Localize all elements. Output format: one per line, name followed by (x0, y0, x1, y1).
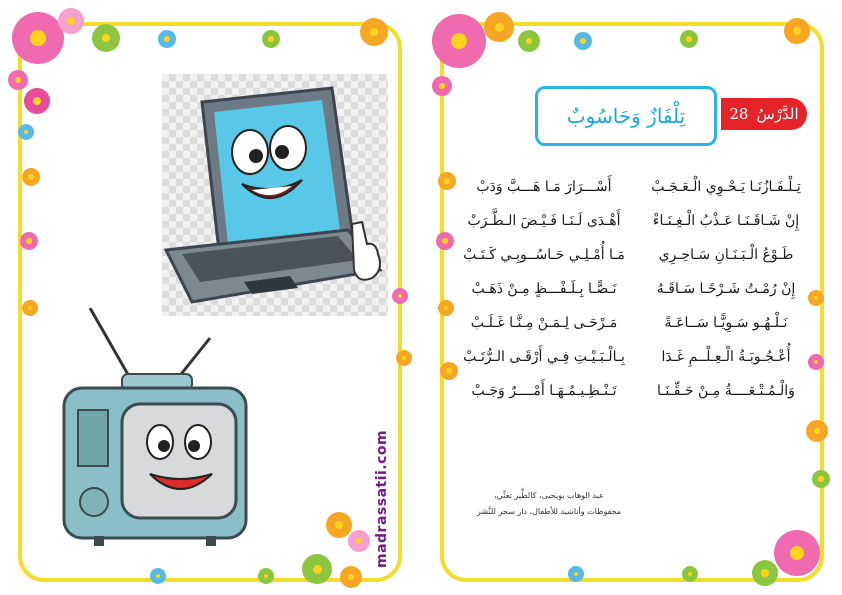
laptop-keyboard (166, 230, 380, 302)
verse-first-half: إِنْ شَـاقَـنَـا عَـذْبُ الْـغِـنَـاءْ (652, 213, 800, 229)
pink-flower-icon (432, 14, 486, 68)
poem-verse (460, 340, 810, 374)
tv-antenna-right (178, 338, 210, 378)
green-flower-icon (680, 30, 698, 48)
tv-screen (122, 404, 236, 518)
orange-flower-icon (806, 420, 828, 442)
orange-flower-icon (326, 512, 352, 538)
tv-illustration (56, 308, 252, 548)
orange-flower-icon (438, 300, 454, 316)
green-flower-icon (682, 566, 698, 582)
lesson-title: تِلْفَازٌ وَحَاسُوبٌ (566, 104, 686, 128)
orange-flower-icon (396, 350, 412, 366)
laptop-illustration (162, 74, 388, 316)
tv-antenna-left (90, 308, 130, 378)
pink-flower-icon (24, 88, 50, 114)
verse-second-half: بِـالْـبَـيْـتِ فِـي أَرْقَـى الـرُّتَـبْ (463, 349, 625, 365)
credit-source: محفوظات وأناشيد للأطفال، دار سحر للنَّشر (476, 507, 622, 516)
orange-flower-icon (808, 290, 824, 306)
green-flower-icon (752, 560, 778, 586)
verse-first-half: وَالْـمُـتْـعَــــةُ مِـنْ حَـقِّـنَـا (657, 383, 795, 399)
green-flower-icon (302, 554, 332, 584)
orange-flower-icon (438, 172, 456, 190)
tv-knob (80, 488, 108, 516)
green-flower-icon (92, 24, 120, 52)
pink-flower-icon (436, 232, 454, 250)
orange-flower-icon (22, 168, 40, 186)
blue-flower-icon (150, 568, 166, 584)
pink-flower-icon (8, 70, 28, 90)
credit-author: عبد الوهاب بويحيى، كالطَّير تغنِّي، (494, 491, 604, 500)
verse-second-half: أَسْـــرَارَ مَـا هَـــبَّ وَدَبْ (476, 179, 612, 195)
blue-flower-icon (18, 124, 34, 140)
pink-flower-icon (348, 530, 370, 552)
tv-speaker-grill (78, 410, 108, 466)
verse-second-half: تَـنْـظِـيـمُـهَـا أَمْــــرٌ وَجَـبْ (471, 383, 617, 399)
poem-verse (460, 374, 810, 408)
poem-verse (460, 306, 810, 340)
orange-flower-icon (340, 566, 362, 588)
watermark: madrassatii.com (374, 429, 390, 568)
blue-flower-icon (574, 32, 592, 50)
lesson-header (535, 86, 807, 146)
lesson-number: 28 (729, 105, 749, 123)
pink-flower-icon (774, 530, 820, 576)
pink-flower-icon (432, 76, 452, 96)
orange-flower-icon (784, 18, 810, 44)
tv-leg-left (94, 536, 104, 546)
poem-credit (474, 488, 624, 520)
tv-leg-right (206, 536, 216, 546)
verse-second-half: مَـرْحَـى لِـمَـنْ مِـنَّـا غَـلَـبْ (470, 315, 618, 331)
orange-flower-icon (22, 300, 38, 316)
orange-flower-icon (440, 362, 458, 380)
pink-flower-icon (808, 354, 824, 370)
verse-first-half: طَـوْعُ الْـبَـنَـانِ سَـاحِـرِي (658, 247, 794, 263)
green-flower-icon (258, 568, 274, 584)
green-flower-icon (262, 30, 280, 48)
verse-second-half: مَـا أُمْـلِـي حَـاسُــوبِـي كَـتَـبْ (463, 247, 625, 263)
lesson-label: الدَّرْسُ (756, 105, 799, 123)
blue-flower-icon (568, 566, 584, 582)
lesson-badge (721, 98, 807, 130)
pink-flower-icon (58, 8, 84, 34)
green-flower-icon (518, 30, 540, 52)
lesson-title-box (535, 86, 717, 146)
verse-first-half: تِـلْـفَـازُنَـا يَـحْـوِي الْـعَـجَـبْ (651, 179, 801, 195)
verse-first-half: نَـلْـهُـو سَـوِيًّـا سَــاعَـةً (664, 315, 788, 331)
orange-flower-icon (484, 12, 514, 42)
verse-second-half: نَـصًّـا بِـلَـفْـــظٍ مِـنْ ذَهَـبْ (471, 281, 617, 297)
green-flower-icon (812, 470, 830, 488)
orange-flower-icon (360, 18, 388, 46)
pink-flower-icon (392, 288, 408, 304)
pink-flower-icon (12, 12, 64, 64)
blue-flower-icon (158, 30, 176, 48)
poem-verse (460, 170, 810, 204)
poem (460, 170, 810, 408)
poem-verse (460, 272, 810, 306)
pink-flower-icon (20, 232, 38, 250)
verse-second-half: أَهْـدَى لَـنَـا فَـيْـضَ الـطَّـرَبْ (467, 213, 621, 229)
poem-verse (460, 238, 810, 272)
verse-first-half: أُعْـجُـوبَـةُ الْـعِـلْــمِ غَـدَا (661, 349, 791, 365)
verse-first-half: إِنْ رُمْـتُ شَـرْحًـا سَـاقَـهُ (656, 281, 796, 297)
laptop-hand (352, 222, 380, 280)
poem-verse (460, 204, 810, 238)
